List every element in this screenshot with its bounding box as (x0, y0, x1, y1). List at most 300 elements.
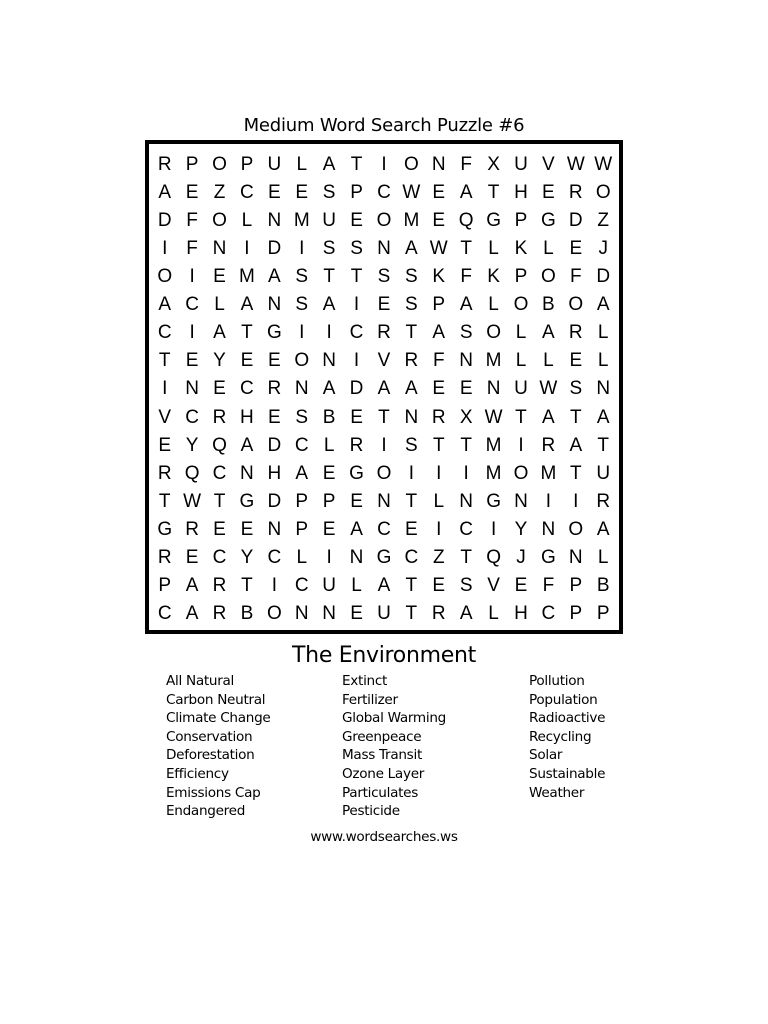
grid-letter: I (353, 294, 360, 316)
grid-letter: W (566, 153, 585, 175)
grid-letter: S (295, 294, 309, 316)
grid-letter: E (350, 209, 363, 231)
grid-letter: P (596, 603, 610, 625)
grid-letter: I (573, 490, 579, 512)
grid-letter: E (322, 462, 336, 484)
grid-letter: E (267, 350, 281, 372)
grid-letter: T (405, 322, 418, 344)
grid-letter: C (185, 406, 199, 428)
word-list-item: Recycling (529, 728, 592, 745)
word-list-item: All Natural (166, 673, 235, 689)
grid-letter: M (403, 209, 420, 231)
word-list-item: Deforestation (166, 747, 255, 764)
grid-letter: G (486, 490, 501, 512)
word-list-item: Climate Change (166, 710, 271, 727)
grid-letter: L (597, 350, 609, 372)
grid-letter: A (158, 181, 172, 203)
grid-letter: T (569, 462, 582, 484)
word-list-item: Weather (529, 784, 585, 801)
grid-letter: G (349, 462, 364, 484)
grid-letter: N (240, 462, 254, 484)
grid-letter: E (322, 518, 336, 540)
grid-letter: F (460, 265, 472, 287)
grid-letter: B (596, 575, 610, 597)
grid-letter: S (295, 406, 309, 428)
grid-letter: A (322, 153, 336, 175)
grid-letter: C (377, 181, 391, 203)
grid-letter: O (568, 518, 584, 540)
grid-letter: L (543, 350, 554, 372)
grid-letter: D (157, 209, 172, 231)
grid-letter: D (568, 209, 583, 231)
grid-letter: D (596, 265, 611, 287)
grid-letter: C (157, 322, 172, 344)
grid-letter: R (431, 603, 446, 625)
grid-letter: F (569, 265, 582, 287)
grid-letter: T (158, 350, 171, 372)
grid-letter: I (381, 434, 387, 456)
grid-letter: L (214, 294, 225, 316)
grid-letter: I (408, 462, 414, 484)
grid-letter: S (459, 322, 473, 344)
word-list-item: Population (529, 691, 598, 708)
grid-letter: B (542, 294, 555, 316)
grid-letter: I (381, 153, 387, 175)
grid-letter: I (436, 462, 442, 484)
grid-letter: Z (213, 181, 226, 203)
grid-letter: O (212, 209, 227, 231)
grid-letter: C (294, 575, 309, 597)
grid-letter: O (541, 265, 556, 287)
grid-letter: C (404, 547, 419, 569)
grid-letter: A (322, 294, 336, 316)
grid-letter: W (183, 490, 202, 512)
word-list-item: Pesticide (342, 803, 400, 820)
grid-letter: T (460, 547, 472, 569)
grid-letter: N (486, 378, 501, 400)
grid-letter: W (594, 153, 613, 175)
grid-letter: L (488, 237, 499, 259)
grid-letter: E (185, 350, 199, 372)
grid-letter: I (545, 490, 552, 512)
grid-letter: T (158, 490, 171, 512)
grid-letter: U (267, 153, 282, 175)
grid-letter: E (185, 181, 199, 203)
grid-letter: L (323, 434, 335, 456)
grid-letter: C (212, 462, 227, 484)
grid-letter: E (213, 378, 226, 400)
grid-letter: C (212, 547, 227, 569)
word-list-item: Carbon Neutral (166, 691, 266, 708)
grid-letter: U (596, 462, 611, 484)
grid-letter: I (490, 518, 497, 540)
grid-letter: V (487, 575, 500, 597)
grid-letter: A (377, 378, 391, 400)
grid-letter: E (350, 603, 363, 625)
grid-letter: A (267, 265, 281, 287)
grid-letter: T (405, 490, 418, 512)
grid-letter: U (322, 209, 336, 231)
grid-letter: R (157, 153, 172, 175)
grid-letter: P (569, 575, 583, 597)
grid-letter: E (569, 350, 583, 372)
grid-letter: T (515, 406, 527, 428)
grid-letter: E (185, 547, 199, 569)
grid-letter: C (294, 434, 309, 456)
grid-letter: T (460, 434, 472, 456)
grid-letter: Y (514, 518, 528, 540)
grid-letter: N (514, 490, 528, 512)
grid-letter: I (326, 547, 332, 569)
grid-letter: L (515, 350, 527, 372)
word-list-item: Mass Transit (342, 747, 422, 764)
grid-letter: J (516, 547, 526, 569)
grid-letter: W (402, 181, 421, 203)
grid-letter: S (405, 434, 418, 456)
grid-letter: L (351, 575, 362, 597)
grid-letter: I (271, 575, 277, 597)
grid-letter: O (376, 462, 392, 484)
grid-letter: G (239, 490, 255, 512)
grid-letter: E (158, 434, 172, 456)
grid-letter: N (322, 603, 336, 625)
grid-letter: E (240, 518, 254, 540)
grid-letter: S (295, 265, 309, 287)
puzzle-title: Medium Word Search Puzzle #6 (243, 115, 525, 136)
grid-letter: D (267, 434, 282, 456)
grid-letter: X (459, 406, 473, 428)
grid-letter: K (432, 265, 446, 287)
grid-letter: E (350, 406, 363, 428)
grid-letter: M (293, 209, 310, 231)
grid-letter: P (350, 181, 363, 203)
word-list-item: Conservation (166, 728, 253, 745)
grid-letter: I (299, 237, 305, 259)
word-list-item: Global Warming (342, 710, 446, 727)
grid-letter: N (267, 518, 282, 540)
grid-letter: L (488, 294, 499, 316)
grid-letter: C (240, 378, 254, 400)
grid-letter: S (377, 265, 391, 287)
grid-letter: F (432, 350, 445, 372)
grid-letter: R (212, 406, 227, 428)
grid-letter: N (267, 209, 282, 231)
grid-letter: O (403, 153, 419, 175)
grid-letter: A (459, 294, 473, 316)
grid-letter: P (295, 518, 309, 540)
grid-letter: M (540, 462, 557, 484)
grid-letter: L (597, 547, 609, 569)
grid-letter: G (541, 209, 556, 231)
grid-letter: Q (458, 209, 474, 231)
grid-letter: O (513, 462, 529, 484)
grid-letter: C (541, 603, 556, 625)
grid-letter: R (431, 406, 446, 428)
grid-letter: T (213, 490, 226, 512)
grid-letter: E (432, 575, 446, 597)
grid-letter: Q (184, 462, 200, 484)
grid-letter: I (162, 237, 168, 259)
grid-letter: A (542, 406, 555, 428)
grid-letter: A (295, 462, 309, 484)
grid-letter: W (539, 378, 558, 400)
grid-letter: A (596, 518, 610, 540)
grid-letter: E (295, 181, 309, 203)
grid-letter: P (514, 265, 528, 287)
grid-letter: U (514, 378, 528, 400)
grid-letter: A (185, 603, 199, 625)
grid-letter: W (484, 406, 503, 428)
grid-letter: A (377, 575, 391, 597)
grid-letter: M (239, 265, 255, 287)
grid-letter: K (487, 265, 500, 287)
grid-letter: L (543, 237, 554, 259)
grid-letter: P (185, 153, 199, 175)
grid-letter: L (296, 153, 308, 175)
grid-letter: E (377, 294, 391, 316)
grid-letter: G (157, 518, 173, 540)
grid-letter: Q (486, 547, 501, 569)
grid-letter: R (596, 490, 611, 512)
grid-letter: G (376, 547, 392, 569)
word-list-item: Pollution (529, 673, 585, 689)
grid-letter: R (212, 603, 227, 625)
grid-letter: E (569, 237, 583, 259)
grid-letter: F (542, 575, 555, 597)
grid-letter: P (295, 490, 309, 512)
grid-letter: E (213, 265, 226, 287)
grid-letter: I (189, 265, 195, 287)
grid-letter: R (349, 434, 364, 456)
grid-letter: H (514, 603, 528, 625)
grid-letter: U (377, 603, 391, 625)
grid-letter: P (514, 209, 528, 231)
website-footer: www.wordsearches.ws (310, 829, 458, 845)
grid-letter: L (488, 603, 499, 625)
grid-letter: P (240, 153, 254, 175)
grid-letter: C (185, 294, 199, 316)
grid-letter: T (487, 181, 500, 203)
grid-letter: B (240, 603, 254, 625)
grid-letter: A (596, 294, 610, 316)
grid-letter: N (294, 378, 309, 400)
grid-letter: O (157, 265, 173, 287)
grid-letter: R (568, 181, 583, 203)
grid-letter: C (157, 603, 172, 625)
word-list-item: Solar (529, 747, 563, 764)
grid-letter: L (241, 209, 253, 231)
grid-letter: S (459, 575, 473, 597)
grid-letter: T (323, 265, 335, 287)
grid-letter: E (267, 181, 281, 203)
grid-letter: E (405, 518, 418, 540)
grid-letter: T (350, 265, 363, 287)
grid-letter: R (568, 322, 583, 344)
grid-letter: L (515, 322, 527, 344)
grid-letter: O (212, 153, 227, 175)
grid-letter: T (432, 434, 445, 456)
grid-letter: N (568, 547, 583, 569)
grid-letter: S (322, 237, 336, 259)
grid-letter: U (514, 153, 528, 175)
grid-letter: N (459, 350, 474, 372)
word-list-item: Fertilizer (342, 691, 398, 708)
grid-letter: I (463, 462, 469, 484)
grid-letter: V (542, 153, 555, 175)
grid-letter: N (404, 406, 419, 428)
grid-letter: A (322, 378, 336, 400)
grid-letter: Y (185, 434, 199, 456)
grid-letter: A (405, 378, 418, 400)
grid-letter: A (459, 181, 473, 203)
grid-letter: A (240, 434, 254, 456)
grid-letter: H (267, 462, 282, 484)
grid-letter: L (433, 490, 445, 512)
grid-letter: N (431, 153, 446, 175)
grid-letter: T (597, 434, 609, 456)
grid-letter: T (350, 153, 363, 175)
grid-letter: P (158, 575, 172, 597)
grid-letter: O (513, 294, 529, 316)
grid-letter: B (322, 406, 336, 428)
grid-letter: D (267, 490, 282, 512)
grid-letter: N (541, 518, 556, 540)
grid-letter: P (432, 294, 446, 316)
grid-letter: A (569, 434, 583, 456)
grid-letter: A (185, 575, 199, 597)
grid-letter: V (158, 406, 172, 428)
grid-letter: E (432, 378, 446, 400)
word-list-item: Sustainable (529, 765, 606, 782)
grid-letter: L (597, 322, 609, 344)
grid-letter: N (459, 490, 474, 512)
grid-letter: J (598, 237, 608, 259)
grid-letter: D (267, 237, 282, 259)
grid-letter: Y (213, 350, 226, 372)
grid-letter: N (267, 294, 282, 316)
grid-letter: N (322, 350, 336, 372)
grid-letter: I (189, 322, 195, 344)
grid-letter: P (322, 490, 336, 512)
grid-letter: O (568, 294, 584, 316)
puzzle-theme: The Environment (292, 643, 476, 668)
grid-letter: I (436, 518, 442, 540)
grid-letter: Q (212, 434, 227, 456)
grid-letter: K (514, 237, 528, 259)
grid-letter: N (212, 237, 227, 259)
word-list-item: Extinct (342, 673, 388, 689)
grid-letter: G (266, 322, 282, 344)
grid-letter: S (569, 378, 583, 400)
grid-letter: E (240, 350, 254, 372)
grid-letter: Y (240, 547, 254, 569)
grid-letter: A (350, 518, 363, 540)
grid-letter: H (240, 406, 254, 428)
letter-grid-frame (145, 140, 623, 634)
grid-letter: E (213, 518, 226, 540)
grid-letter: H (514, 181, 528, 203)
grid-letter: N (377, 490, 391, 512)
grid-letter: C (459, 518, 474, 540)
word-list-item: Efficiency (166, 765, 229, 782)
grid-letter: N (377, 237, 391, 259)
grid-letter: R (404, 350, 419, 372)
word-list-item: Particulates (342, 784, 418, 801)
grid-letter: N (349, 547, 364, 569)
grid-letter: N (185, 378, 199, 400)
grid-letter: I (162, 378, 168, 400)
grid-letter: A (158, 294, 172, 316)
grid-letter: T (460, 237, 472, 259)
grid-letter: C (349, 322, 364, 344)
grid-letter: X (487, 153, 500, 175)
grid-letter: E (350, 490, 363, 512)
grid-letter: Z (432, 547, 445, 569)
grid-letter: A (542, 322, 555, 344)
grid-letter: I (326, 322, 332, 344)
grid-letter: C (267, 547, 282, 569)
grid-letter: S (405, 265, 418, 287)
grid-letter: T (405, 575, 418, 597)
grid-letter: R (157, 547, 172, 569)
grid-letter: M (485, 462, 502, 484)
letter-grid (151, 150, 617, 628)
grid-letter: D (349, 378, 364, 400)
grid-letter: G (486, 209, 501, 231)
grid-letter: N (596, 378, 611, 400)
grid-letter: T (569, 406, 582, 428)
grid-letter: F (460, 153, 472, 175)
grid-letter: F (186, 237, 198, 259)
grid-letter: I (518, 434, 524, 456)
grid-letter: E (542, 181, 555, 203)
grid-letter: W (429, 237, 448, 259)
grid-letter: S (405, 294, 418, 316)
grid-letter: A (432, 322, 446, 344)
grid-letter: R (212, 575, 227, 597)
word-list-column-2 (342, 672, 446, 821)
word-list-item: Ozone Layer (342, 765, 425, 782)
grid-letter: C (240, 181, 254, 203)
grid-letter: A (213, 322, 226, 344)
word-list-column-3 (529, 672, 605, 802)
grid-letter: U (322, 575, 336, 597)
grid-letter: O (595, 181, 611, 203)
grid-letter: V (377, 350, 391, 372)
word-list-column-1 (166, 672, 270, 821)
grid-letter: E (514, 575, 528, 597)
grid-letter: T (241, 322, 253, 344)
word-list-item: Endangered (166, 803, 246, 820)
grid-letter: R (185, 518, 199, 540)
grid-letter: Z (597, 209, 609, 231)
word-list-item: Radioactive (529, 710, 606, 727)
grid-letter: A (596, 406, 610, 428)
grid-letter: I (299, 322, 305, 344)
grid-letter: E (267, 406, 281, 428)
grid-letter: I (353, 350, 360, 372)
grid-letter: S (350, 237, 363, 259)
grid-letter: S (322, 181, 336, 203)
grid-letter: R (157, 462, 172, 484)
grid-letter: N (294, 603, 309, 625)
grid-letter: O (486, 322, 501, 344)
grid-letter: F (186, 209, 198, 231)
grid-letter: T (241, 575, 253, 597)
grid-letter: R (541, 434, 556, 456)
grid-letter: O (266, 603, 282, 625)
grid-letter: P (569, 603, 583, 625)
